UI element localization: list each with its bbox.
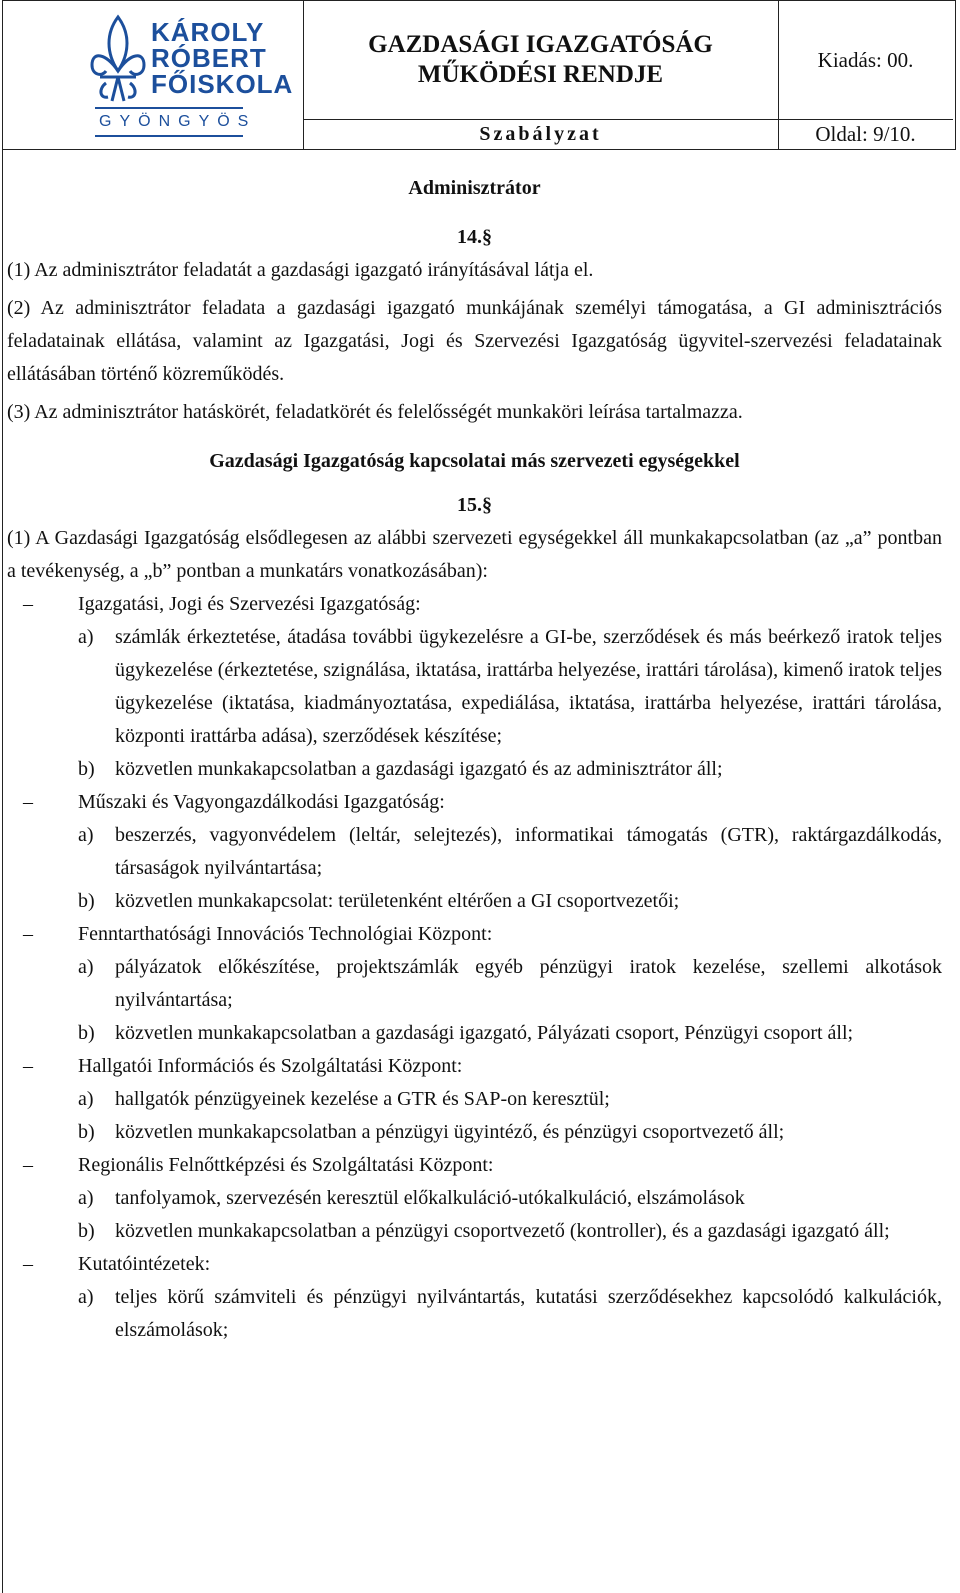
unit-name: Fenntarthatósági Innovációs Technológiai Központ: bbox=[78, 923, 493, 945]
list-item bbox=[7, 1083, 942, 1116]
item-label: b) bbox=[78, 1220, 95, 1242]
item-label: a) bbox=[78, 626, 94, 648]
logo-cell bbox=[3, 1, 304, 149]
list-item bbox=[7, 951, 942, 1017]
list-item bbox=[7, 1248, 942, 1281]
regulation-label: Szabályzat bbox=[303, 119, 779, 149]
unit-contact: közvetlen munkakapcsolatban a pénzügyi csoportvezető (kontroller), és a gazdasági igazgató áll; bbox=[115, 1220, 890, 1242]
list-item bbox=[7, 1281, 942, 1347]
list-item bbox=[7, 918, 942, 951]
title-line-1: GAZDASÁGI IGAZGATÓSÁG bbox=[368, 31, 713, 58]
unit-activity: tanfolyamok, szervezésén keresztül előkalkuláció-utókalkuláció, elszámolások bbox=[115, 1187, 745, 1209]
paragraph-14-1: (1) Az adminisztrátor feladatát a gazdasági igazgató irányításával látja el. bbox=[7, 259, 594, 281]
heading-administrator: Adminisztrátor bbox=[408, 177, 541, 199]
list-item bbox=[7, 786, 942, 819]
logo-name: KÁROLY RÓBERT FŐISKOLA bbox=[151, 17, 294, 99]
fleur-de-lis-icon bbox=[88, 13, 148, 105]
dash-bullet: – bbox=[23, 1055, 33, 1077]
item-label: a) bbox=[78, 1187, 94, 1209]
list-item bbox=[7, 819, 942, 885]
paragraph-15-1: (1) A Gazdasági Igazgatóság elsődlegesen az alábbi szervezeti egységekkel áll munkakapcsolatban (az „a” pontban a tevékenység, a „b” pontban a munkatárs vonatkozásában): bbox=[7, 527, 942, 582]
logo-divider bbox=[95, 135, 243, 137]
list-item bbox=[7, 753, 942, 786]
list-item bbox=[7, 621, 942, 753]
list-item bbox=[7, 1182, 942, 1215]
document-body bbox=[7, 172, 942, 1347]
unit-name: Regionális Felnőttképzési és Szolgáltatási Központ: bbox=[78, 1154, 494, 1176]
list-item bbox=[7, 1215, 942, 1248]
item-label: a) bbox=[78, 1286, 94, 1308]
item-label: a) bbox=[78, 956, 94, 978]
item-label: b) bbox=[78, 1121, 95, 1143]
list-item bbox=[7, 588, 942, 621]
list-item bbox=[7, 1149, 942, 1182]
dash-bullet: – bbox=[23, 1154, 33, 1176]
document-title bbox=[303, 1, 779, 120]
unit-activity: pályázatok előkészítése, projektszámlák egyéb pénzügyi iratok kezelése, szellemi alkotások nyilvántartása; bbox=[115, 956, 942, 1011]
item-label: a) bbox=[78, 1088, 94, 1110]
dash-bullet: – bbox=[23, 1253, 33, 1275]
unit-contact: közvetlen munkakapcsolat: területenként eltérően a GI csoportvezetői; bbox=[115, 890, 680, 912]
dash-bullet: – bbox=[23, 923, 33, 945]
unit-activity: hallgatók pénzügyeinek kezelése a GTR és SAP-on keresztül; bbox=[115, 1088, 610, 1110]
unit-name: Műszaki és Vagyongazdálkodási Igazgatóság: bbox=[78, 791, 445, 813]
edition-label: Kiadás: 00. bbox=[778, 1, 953, 120]
item-label: a) bbox=[78, 824, 94, 846]
title-line-2: MŰKÖDÉSI RENDJE bbox=[417, 61, 664, 88]
item-label: b) bbox=[78, 1022, 95, 1044]
dash-bullet: – bbox=[23, 593, 33, 615]
paragraph-14-2: (2) Az adminisztrátor feladata a gazdasági igazgató munkájának személyi támogatása, a GI adminisztrációs feladatainak ellátása, valamint az Igazgatási, Jogi és Szervezési Igazgatóság ügyvitel-szervezési feladatainak ellátásában történő közreműködés. bbox=[7, 297, 942, 385]
unit-contact: közvetlen munkakapcsolatban a gazdasági igazgató és az adminisztrátor áll; bbox=[115, 758, 723, 780]
unit-activity: beszerzés, vagyonvédelem (leltár, selejtezés), informatikai támogatás (GTR), raktárgazdálkodás, társaságok nyilvántartása; bbox=[115, 824, 942, 879]
list-item bbox=[7, 885, 942, 918]
section-15: 15.§ bbox=[457, 494, 492, 516]
section-14: 14.§ bbox=[457, 226, 492, 248]
unit-activity: számlák érkeztetése, átadása további ügykezelésre a GI-be, szerződések és más beérkező iratok teljes ügykezelése (érkeztetése, szignálása, iktatása, irattárba helyezése, irattári tárolása), kimenő iratok teljes ügykezelése (iktatása, kiadmányoztatása, expediálása, iktatása, irattárba helyezése, irattári tárolása, központi irattárba adása), szerződések készítése; bbox=[115, 626, 942, 747]
list-item bbox=[7, 1116, 942, 1149]
item-label: b) bbox=[78, 758, 95, 780]
unit-contact: közvetlen munkakapcsolatban a pénzügyi ügyintéző, és pénzügyi csoportvezető áll; bbox=[115, 1121, 785, 1143]
unit-name: Igazgatási, Jogi és Szervezési Igazgatóság: bbox=[78, 593, 421, 615]
heading-relations: Gazdasági Igazgatóság kapcsolatai más szervezeti egységekkel bbox=[209, 450, 740, 472]
logo-city: GYÖNGYÖS bbox=[99, 113, 257, 130]
page-number: Oldal: 9/10. bbox=[815, 121, 916, 146]
list-item bbox=[7, 1017, 942, 1050]
unit-name: Hallgatói Információs és Szolgáltatási Központ: bbox=[78, 1055, 463, 1077]
dash-bullet: – bbox=[23, 791, 33, 813]
list-item bbox=[7, 1050, 942, 1083]
unit-contact: közvetlen munkakapcsolatban a gazdasági igazgató, Pályázati csoport, Pénzügyi csoport áll; bbox=[115, 1022, 854, 1044]
logo-divider bbox=[95, 107, 243, 109]
unit-list bbox=[7, 588, 942, 1347]
document-header bbox=[2, 0, 956, 150]
unit-activity: teljes körű számviteli és pénzügyi nyilvántartás, kutatási szerződésekhez kapcsolódó kalkulációk, elszámolások; bbox=[115, 1286, 942, 1341]
item-label: b) bbox=[78, 890, 95, 912]
unit-name: Kutatóintézetek: bbox=[78, 1253, 211, 1275]
paragraph-14-3: (3) Az adminisztrátor hatáskörét, feladatkörét és felelősségét munkaköri leírása tartalmazza. bbox=[7, 401, 743, 423]
